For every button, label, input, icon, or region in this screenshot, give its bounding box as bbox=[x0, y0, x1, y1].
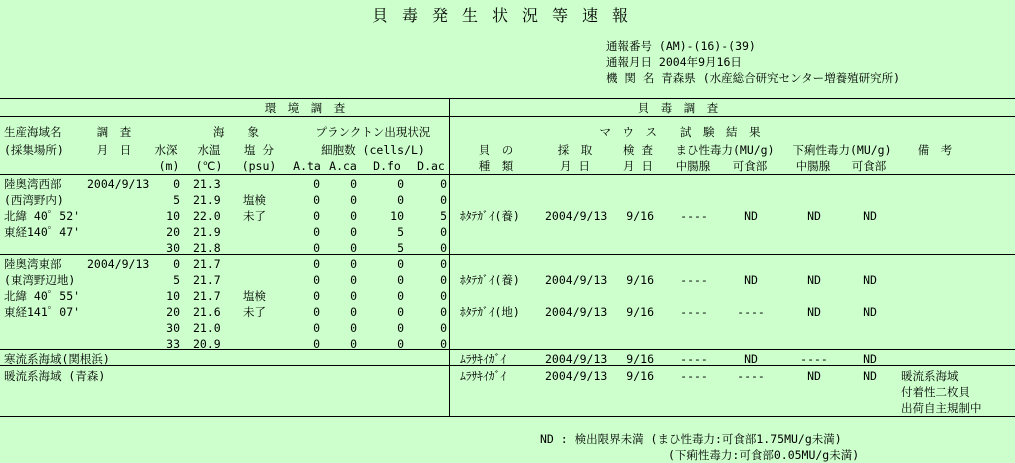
psp-gland-cell: ---- bbox=[680, 209, 708, 223]
column-divider bbox=[449, 98, 450, 416]
inspect-header: 検 査 bbox=[623, 143, 653, 157]
psp-edible-cell: ND bbox=[744, 273, 758, 287]
dfo-cell: 0 bbox=[397, 289, 404, 303]
dsp-gland-cell: ND bbox=[807, 369, 821, 383]
remarks-cell: 付着性二枚貝 bbox=[901, 385, 970, 399]
shell-header: 貝 の bbox=[478, 143, 514, 157]
aca-cell: 0 bbox=[350, 241, 357, 255]
psp-edible-cell: ND bbox=[744, 209, 758, 223]
temp-cell: 21.7 bbox=[193, 289, 221, 303]
dfo-cell: 0 bbox=[397, 305, 404, 319]
temp-cell: 21.9 bbox=[193, 193, 221, 207]
footnote-dsp: (下痢性毒力:可食部0.05MU/g未満) bbox=[668, 448, 860, 462]
salinity-cell: 未了 bbox=[243, 305, 266, 319]
remarks-cell: 出荷自主規制中 bbox=[901, 401, 982, 415]
temp-cell: 21.6 bbox=[193, 305, 221, 319]
dsp-gland-cell: ND bbox=[807, 273, 821, 287]
site-cell: 陸奥湾西部 bbox=[4, 177, 62, 191]
ata-cell: 0 bbox=[313, 209, 320, 223]
inspect-md-header: 月 日 bbox=[623, 159, 653, 173]
psp-edible-cell: ---- bbox=[737, 305, 765, 319]
psp-edible-header: 可食部 bbox=[732, 159, 768, 173]
aca-cell: 0 bbox=[350, 305, 357, 319]
area-cell: 暖流系海域 (青森) bbox=[4, 369, 106, 383]
dsp-gland-cell: ND bbox=[807, 209, 821, 223]
depth-cell: 5 bbox=[173, 193, 180, 207]
aca-cell: 0 bbox=[350, 321, 357, 335]
psp-gland-header: 中腸腺 bbox=[675, 159, 711, 173]
survey-date-cell: 2004/9/13 bbox=[87, 177, 150, 191]
dsp-edible-header: 可食部 bbox=[851, 159, 887, 173]
temp-cell: 21.8 bbox=[193, 241, 221, 255]
aca-cell: 0 bbox=[350, 289, 357, 303]
dac-cell: 0 bbox=[440, 193, 447, 207]
dac-cell: 0 bbox=[440, 225, 447, 239]
temp-header: 水温 bbox=[197, 143, 221, 157]
depth-cell: 0 bbox=[173, 177, 180, 191]
psp-edible-cell: ND bbox=[744, 352, 758, 366]
dac-cell: 0 bbox=[440, 289, 447, 303]
depth-unit: (m) bbox=[158, 159, 180, 173]
dfo-cell: 0 bbox=[397, 321, 404, 335]
ata-cell: 0 bbox=[313, 321, 320, 335]
depth-cell: 0 bbox=[173, 257, 180, 271]
dac-cell: 0 bbox=[440, 273, 447, 287]
ata-cell: 0 bbox=[313, 289, 320, 303]
ata-cell: 0 bbox=[313, 257, 320, 271]
inspect-date-cell: 9/16 bbox=[626, 305, 654, 319]
temp-unit: (℃) bbox=[195, 159, 223, 173]
ata-cell: 0 bbox=[313, 193, 320, 207]
dsp-edible-cell: ND bbox=[863, 305, 877, 319]
psp-header: まひ性毒力(MU/g) bbox=[675, 143, 775, 157]
report-date: 通報月日 2004年9月16日 bbox=[606, 55, 742, 69]
dfo-header: D.fo bbox=[373, 159, 401, 173]
dfo-cell: 0 bbox=[397, 177, 404, 191]
temp-cell: 20.9 bbox=[193, 337, 221, 351]
depth-cell: 33 bbox=[166, 337, 180, 351]
inspect-date-cell: 9/16 bbox=[626, 209, 654, 223]
collect-md-header: 月 日 bbox=[560, 159, 590, 173]
table-top-rule bbox=[0, 98, 1015, 99]
dac-cell: 0 bbox=[440, 257, 447, 271]
psp-gland-cell: ---- bbox=[680, 273, 708, 287]
site-cell: 東経140゜47' bbox=[4, 225, 81, 239]
site-cell: 東経141゜07' bbox=[4, 305, 81, 319]
aca-cell: 0 bbox=[350, 273, 357, 287]
agency: 機 関 名 青森県 (水産総合研究センター増養殖研究所) bbox=[606, 71, 901, 85]
inspect-date-cell: 9/16 bbox=[626, 273, 654, 287]
dsp-edible-cell: ND bbox=[863, 209, 877, 223]
aca-cell: 0 bbox=[350, 337, 357, 351]
depth-cell: 20 bbox=[166, 305, 180, 319]
psp-gland-cell: ---- bbox=[680, 352, 708, 366]
dac-cell: 5 bbox=[440, 209, 447, 223]
dfo-cell: 0 bbox=[397, 257, 404, 271]
dac-cell: 0 bbox=[440, 305, 447, 319]
aca-cell: 0 bbox=[350, 225, 357, 239]
shell-kind-cell: ﾎﾀﾃｶﾞｲ(地) bbox=[460, 305, 520, 319]
salinity-unit: (psu) bbox=[241, 159, 277, 173]
site-cell: 北緯 40゜55' bbox=[4, 289, 81, 303]
aca-cell: 0 bbox=[350, 257, 357, 271]
dsp-edible-cell: ND bbox=[863, 352, 877, 366]
dac-header: D.ac bbox=[417, 159, 445, 173]
ata-cell: 0 bbox=[313, 273, 320, 287]
area-header: 生産海域名 bbox=[4, 125, 62, 139]
inspect-date-cell: 9/16 bbox=[626, 369, 654, 383]
site-cell: 北緯 40゜52' bbox=[4, 209, 81, 223]
shell-kind-cell: ﾑﾗｻｷｲｶﾞｲ bbox=[460, 352, 506, 366]
footnote-nd: ND : 検出限界未満 (まひ性毒力:可食部1.75MU/g未満) bbox=[540, 432, 842, 446]
depth-cell: 30 bbox=[166, 241, 180, 255]
temp-cell: 21.7 bbox=[193, 257, 221, 271]
site-cell: 陸奥湾東部 bbox=[4, 257, 62, 271]
aca-header: A.ca bbox=[329, 159, 357, 173]
psp-gland-cell: ---- bbox=[680, 369, 708, 383]
dfo-cell: 0 bbox=[397, 193, 404, 207]
inspect-date-cell: 9/16 bbox=[626, 352, 654, 366]
dac-cell: 0 bbox=[440, 321, 447, 335]
plankton-header: プランクトン出現状況 bbox=[315, 125, 431, 139]
dsp-edible-cell: ND bbox=[863, 369, 877, 383]
report-title: 貝毒発生状況等速報 bbox=[372, 6, 643, 25]
dac-cell: 0 bbox=[440, 177, 447, 191]
salinity-cell: 塩検 bbox=[243, 193, 266, 207]
dsp-gland-header: 中腸腺 bbox=[795, 159, 831, 173]
dfo-cell: 0 bbox=[397, 337, 404, 351]
collect-date-cell: 2004/9/13 bbox=[545, 369, 608, 383]
depth-cell: 10 bbox=[166, 209, 180, 223]
header-section-rule bbox=[0, 116, 1015, 117]
temp-cell: 21.3 bbox=[193, 177, 221, 191]
salinity-cell: 塩検 bbox=[243, 289, 266, 303]
collect-date-cell: 2004/9/13 bbox=[545, 305, 608, 319]
collect-header: 採 取 bbox=[557, 143, 593, 157]
dac-cell: 0 bbox=[440, 337, 447, 351]
kind-header: 種 類 bbox=[478, 159, 514, 173]
ata-cell: 0 bbox=[313, 337, 320, 351]
site-cell: (東湾野辺地) bbox=[4, 273, 76, 287]
cell-count-header: 細胞数 (cells/L) bbox=[321, 143, 425, 157]
ata-cell: 0 bbox=[313, 225, 320, 239]
header-bottom-rule bbox=[0, 174, 1015, 175]
ata-header: A.ta bbox=[293, 159, 321, 173]
survey-date-cell: 2004/9/13 bbox=[87, 257, 150, 271]
temp-cell: 21.9 bbox=[193, 225, 221, 239]
toxin-survey-header: 貝 毒 調 査 bbox=[637, 101, 719, 115]
dsp-gland-cell: ---- bbox=[800, 352, 828, 366]
dfo-cell: 5 bbox=[397, 225, 404, 239]
salinity-cell: 未了 bbox=[243, 209, 266, 223]
temp-cell: 21.7 bbox=[193, 273, 221, 287]
aca-cell: 0 bbox=[350, 177, 357, 191]
collect-date-cell: 2004/9/13 bbox=[545, 273, 608, 287]
site-header: (採集場所) bbox=[4, 143, 64, 157]
depth-cell: 20 bbox=[166, 225, 180, 239]
depth-cell: 10 bbox=[166, 289, 180, 303]
dfo-cell: 10 bbox=[390, 209, 404, 223]
temp-cell: 21.0 bbox=[193, 321, 221, 335]
ata-cell: 0 bbox=[313, 305, 320, 319]
aca-cell: 0 bbox=[350, 193, 357, 207]
table-body-rule bbox=[0, 349, 1015, 350]
dfo-cell: 0 bbox=[397, 273, 404, 287]
table-bottom-rule bbox=[0, 416, 1015, 417]
shell-kind-cell: ﾑﾗｻｷｲｶﾞｲ bbox=[460, 369, 506, 383]
psp-edible-cell: ---- bbox=[737, 369, 765, 383]
dsp-gland-cell: ND bbox=[807, 305, 821, 319]
area-cell: 寒流系海域(関根浜) bbox=[4, 352, 110, 366]
ata-cell: 0 bbox=[313, 241, 320, 255]
report-number: 通報番号 (AM)-(16)-(39) bbox=[606, 39, 756, 53]
shell-kind-cell: ﾎﾀﾃｶﾞｲ(養) bbox=[460, 273, 520, 287]
mouse-test-header: マ ウ ス 試 験 結 果 bbox=[599, 125, 761, 139]
env-survey-header: 環 境 調 査 bbox=[264, 101, 346, 115]
dsp-edible-cell: ND bbox=[863, 273, 877, 287]
dac-cell: 0 bbox=[440, 241, 447, 255]
group-separator-rule bbox=[0, 254, 1015, 255]
temp-cell: 22.0 bbox=[193, 209, 221, 223]
remarks-header: 備 考 bbox=[917, 143, 953, 157]
depth-header: 水深 bbox=[154, 143, 178, 157]
dsp-header: 下痢性毒力(MU/g) bbox=[792, 143, 892, 157]
depth-cell: 5 bbox=[173, 273, 180, 287]
aca-cell: 0 bbox=[350, 209, 357, 223]
survey-header: 調 査 bbox=[96, 125, 132, 139]
ata-cell: 0 bbox=[313, 177, 320, 191]
date-header: 月 日 bbox=[96, 143, 132, 157]
collect-date-cell: 2004/9/13 bbox=[545, 209, 608, 223]
salinity-header: 塩 分 bbox=[244, 143, 274, 157]
site-cell: (西湾野内) bbox=[4, 193, 64, 207]
depth-cell: 30 bbox=[166, 321, 180, 335]
psp-gland-cell: ---- bbox=[680, 305, 708, 319]
remarks-cell: 暖流系海域 bbox=[901, 369, 959, 383]
shell-kind-cell: ﾎﾀﾃｶﾞｲ(養) bbox=[460, 209, 520, 223]
sea-header: 海 象 bbox=[213, 125, 259, 139]
collect-date-cell: 2004/9/13 bbox=[545, 352, 608, 366]
dfo-cell: 5 bbox=[397, 241, 404, 255]
